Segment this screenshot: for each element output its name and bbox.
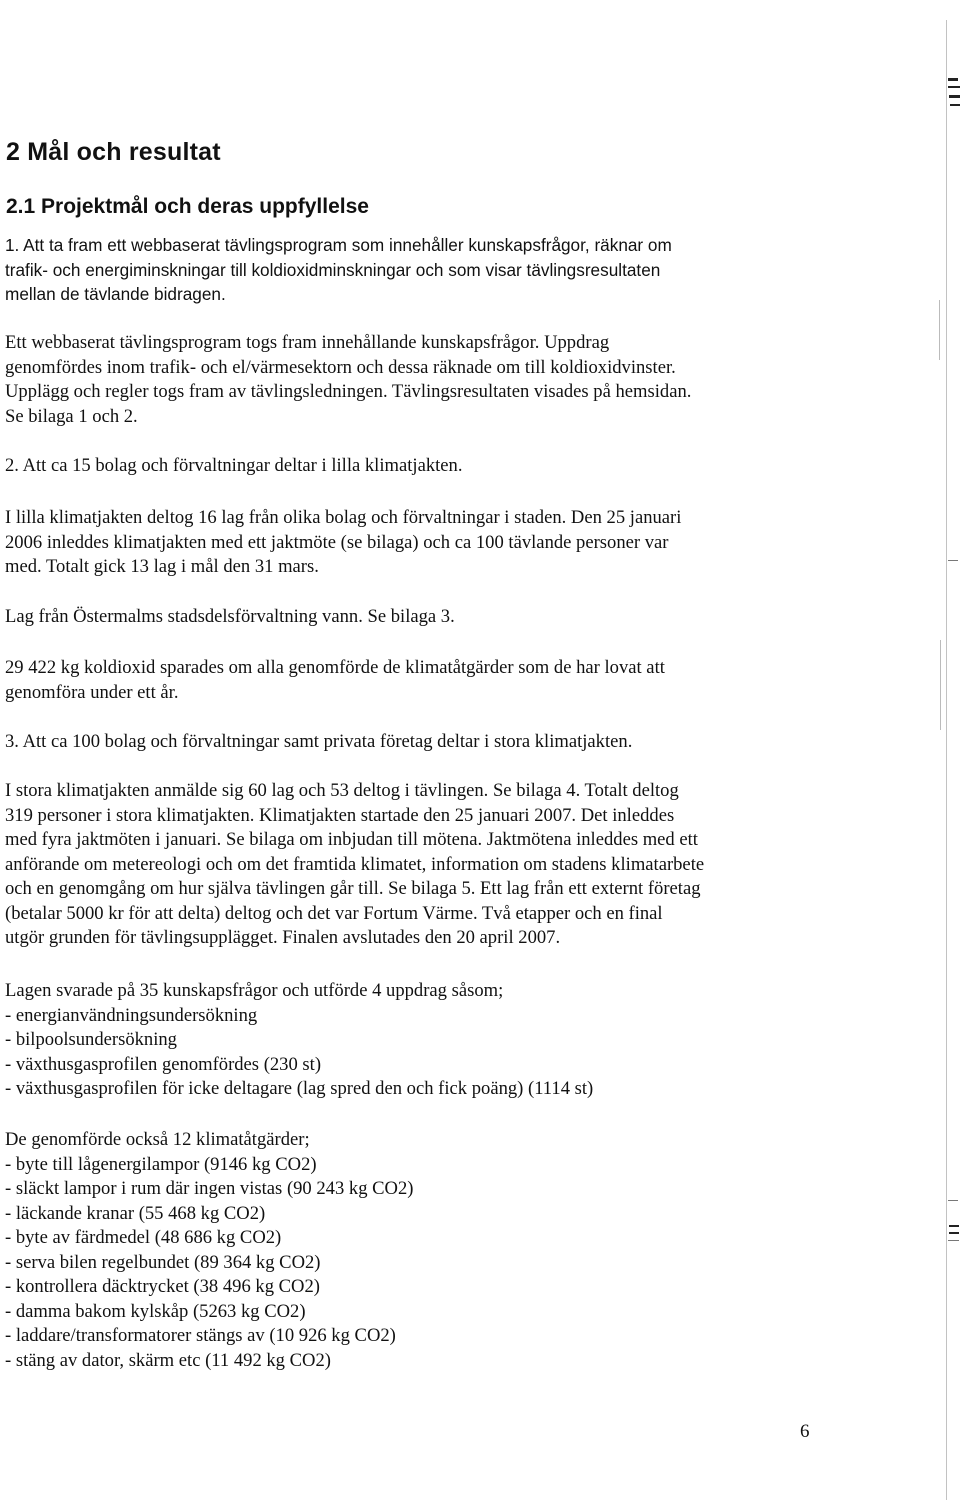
list-item: - bilpoolsundersökning bbox=[5, 1029, 177, 1050]
list-item: - laddare/transformatorer stängs av (10 926 kg CO2) bbox=[5, 1325, 396, 1346]
co2-saved-paragraph bbox=[5, 656, 825, 705]
list-item: - byte av färdmedel (48 686 kg CO2) bbox=[5, 1227, 282, 1248]
goal-3-paragraph bbox=[5, 730, 825, 755]
text-line: 2006 inleddes klimatjakten med ett jaktmöte (se bilaga) och ca 100 tävlande personer var bbox=[5, 531, 669, 553]
text-line: (betalar 5000 kr för att delta) deltog och det var Fortum Värme. Två etapper och en final bbox=[5, 902, 663, 924]
text-line: och en genomgång om hur själva tävlingen går till. Se bilaga 5. Ett lag från ett externt företag bbox=[5, 878, 701, 899]
text-line: I stora klimatjakten anmälde sig 60 lag och 53 deltog i tävlingen. Se bilaga 4. Totalt deltog bbox=[5, 780, 679, 801]
page-number: 6 bbox=[800, 1421, 810, 1442]
list-item: - växthusgasprofilen för icke deltagare (lag spred den och fick poäng) (1114 st) bbox=[5, 1078, 594, 1099]
list-item: - släckt lampor i rum där ingen vistas (90 243 kg CO2) bbox=[5, 1178, 414, 1199]
text-line: Ett webbaserat tävlingsprogram togs fram innehållande kunskapsfrågor. Uppdrag bbox=[5, 332, 610, 353]
winner-paragraph bbox=[5, 605, 825, 630]
list-intro: De genomförde också 12 klimatåtgärder; bbox=[5, 1129, 310, 1150]
list-item: - damma bakom kylskåp (5263 kg CO2) bbox=[5, 1300, 306, 1322]
text-line: utgör grunden för tävlingsupplägget. Finalen avslutades den 20 april 2007. bbox=[5, 927, 561, 948]
text-line: 29 422 kg koldioxid sparades om alla genomförde de klimatåtgärder som de har lovat att bbox=[5, 657, 665, 678]
text-line: Lag från Östermalms stadsdelsförvaltning vann. Se bilaga 3. bbox=[5, 606, 455, 627]
text-line: trafik- och energiminskningar till koldioxidminskningar och som visar tävlingsresultaten bbox=[5, 259, 661, 280]
text-line: med. Totalt gick 13 lag i mål den 31 mars. bbox=[5, 556, 319, 577]
list-item: - stäng av dator, skärm etc (11 492 kg CO2) bbox=[5, 1349, 331, 1371]
tasks-list bbox=[5, 979, 825, 1102]
text-line: Upplägg och regler togs fram av tävlingsledningen. Tävlingsresultaten visades på hemsidan. bbox=[5, 381, 692, 402]
text-line: 2. Att ca 15 bolag och förvaltningar deltar i lilla klimatjakten. bbox=[5, 455, 463, 476]
list-item: - energianvändningsundersökning bbox=[5, 1004, 258, 1026]
text-line: med fyra jaktmöten i januari. Se bilaga om inbjudan till mötena. Jaktmötena inleddes med ett bbox=[5, 829, 698, 850]
result-2-paragraph bbox=[5, 506, 825, 580]
text-line: Se bilaga 1 och 2. bbox=[5, 405, 138, 427]
list-intro: Lagen svarade på 35 kunskapsfrågor och utförde 4 uppdrag såsom; bbox=[5, 980, 504, 1001]
text-line: mellan de tävlande bidragen. bbox=[5, 284, 226, 304]
text-line: genomfördes inom trafik- och el/värmesektorn och dessa räknade om till koldioxidvinster. bbox=[5, 356, 676, 378]
section-heading: 2 Mål och resultat bbox=[6, 138, 221, 166]
scan-edge-artifact bbox=[936, 0, 960, 1510]
list-item: - växthusgasprofilen genomfördes (230 st) bbox=[5, 1053, 322, 1075]
list-item: - läckande kranar (55 468 kg CO2) bbox=[5, 1202, 266, 1224]
text-line: I lilla klimatjakten deltog 16 lag från olika bolag och förvaltningar i staden. Den 25 januari bbox=[5, 507, 682, 528]
text-line: genomföra under ett år. bbox=[5, 681, 179, 703]
list-item: - byte till lågenergilampor (9146 kg CO2) bbox=[5, 1153, 317, 1175]
goal-2-paragraph bbox=[5, 454, 825, 479]
result-1-paragraph bbox=[5, 331, 825, 429]
text-line: 3. Att ca 100 bolag och förvaltningar samt privata företag deltar i stora klimatjakten. bbox=[5, 731, 633, 752]
text-line: anförande om metereologi och om det framtida klimatet, information om stadens klimatarbete bbox=[5, 853, 705, 875]
goal-1-paragraph bbox=[5, 233, 825, 307]
measures-list bbox=[5, 1128, 825, 1373]
list-item: - serva bilen regelbundet (89 364 kg CO2) bbox=[5, 1251, 321, 1273]
list-item: - kontrollera däcktrycket (38 496 kg CO2) bbox=[5, 1276, 320, 1297]
result-3-paragraph bbox=[5, 779, 825, 951]
text-line: 319 personer i stora klimatjakten. Klimatjakten startade den 25 januari 2007. Det inleddes bbox=[5, 804, 675, 826]
subsection-heading: 2.1 Projektmål och deras uppfyllelse bbox=[6, 195, 369, 218]
text-line: 1. Att ta fram ett webbaserat tävlingsprogram som innehåller kunskapsfrågor, räknar om bbox=[5, 235, 672, 255]
